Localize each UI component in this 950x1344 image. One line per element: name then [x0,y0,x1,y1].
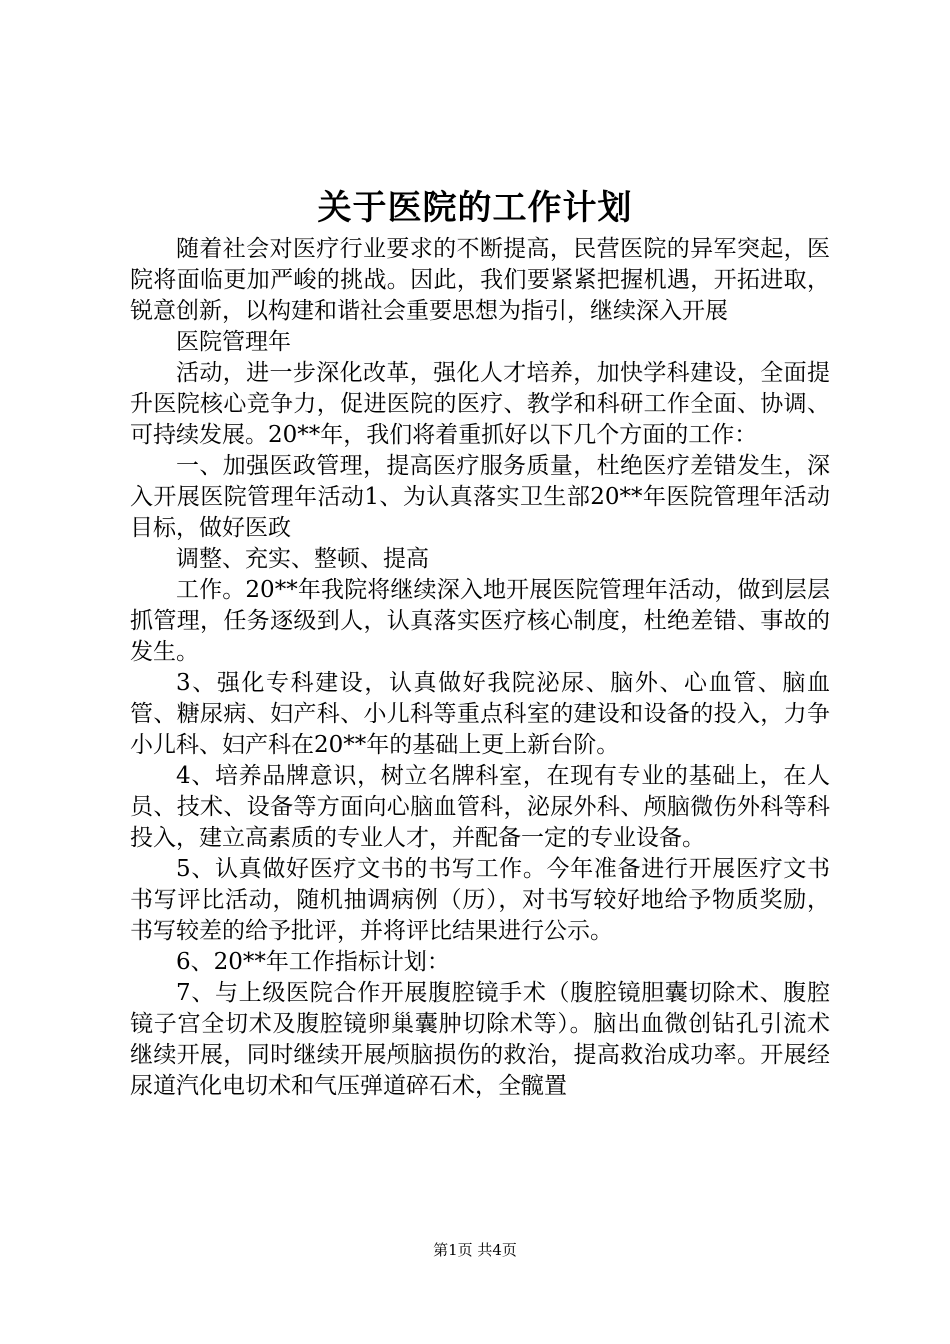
paragraph-section-one: 一、加强医政管理，提高医疗服务质量，杜绝医疗差错发生，深入开展医院管理年活动1、为认真落实卫生部20**年医院管理年活动目标，做好医政 [130,453,830,541]
paragraph-hospital-management-year: 医院管理年 [176,329,291,355]
document-title: 关于医院的工作计划 [317,188,633,228]
paragraph-intro: 随着社会对医疗行业要求的不断提高，民营医院的异军突起，医院将面临更加严峻的挑战。因此，我们要紧紧把握机遇，开拓进取，锐意创新，以构建和谐社会重要思想为指引，继续深入开展 [130,236,830,324]
paragraph-item-4: 4、培养品牌意识，树立名牌科室，在现有专业的基础上，在人员、技术、设备等方面向心脑血管科，泌尿外科、颅脑微伤外科等科投入，建立高素质的专业人才，并配备一定的专业设备。 [130,763,830,851]
paragraph-item-7: 7、与上级医院合作开展腹腔镜手术（腹腔镜胆囊切除术、腹腔镜子宫全切术及腹腔镜卵巢囊肿切除术等）。脑出血微创钻孔引流术继续开展，同时继续开展颅脑损伤的救治，提高救治成功率。开展经尿道汽化电切术和气压弹道碎石术，全髋置 [130,980,830,1099]
paragraph-adjust: 调整、充实、整顿、提高 [176,546,429,572]
paragraph-item-5: 5、认真做好医疗文书的书写工作。今年准备进行开展医疗文书书写评比活动，随机抽调病例（历），对书写较好地给予物质奖励，书写较差的给予批评，并将评比结果进行公示。 [130,856,830,944]
paragraph-item-3: 3、强化专科建设，认真做好我院泌尿、脑外、心血管、脑血管、糖尿病、妇产科、小儿科等重点科室的建设和设备的投入，力争小儿科、妇产科在20**年的基础上更上新台阶。 [130,670,830,758]
page-footer: 第1页 共4页 [433,1241,517,1259]
paragraph-work: 工作。20**年我院将继续深入地开展医院管理年活动，做到层层抓管理，任务逐级到人，认真落实医疗核心制度，杜绝差错、事故的发生。 [130,577,830,665]
paragraph-activities: 活动，进一步深化改革，强化人才培养，加快学科建设，全面提升医院核心竞争力，促进医院的医疗、教学和科研工作全面、协调、可持续发展。20**年，我们将着重抓好以下几个方面的工作： [130,360,830,448]
paragraph-item-6: 6、20**年工作指标计划： [176,949,450,975]
document-body [130,234,830,1102]
